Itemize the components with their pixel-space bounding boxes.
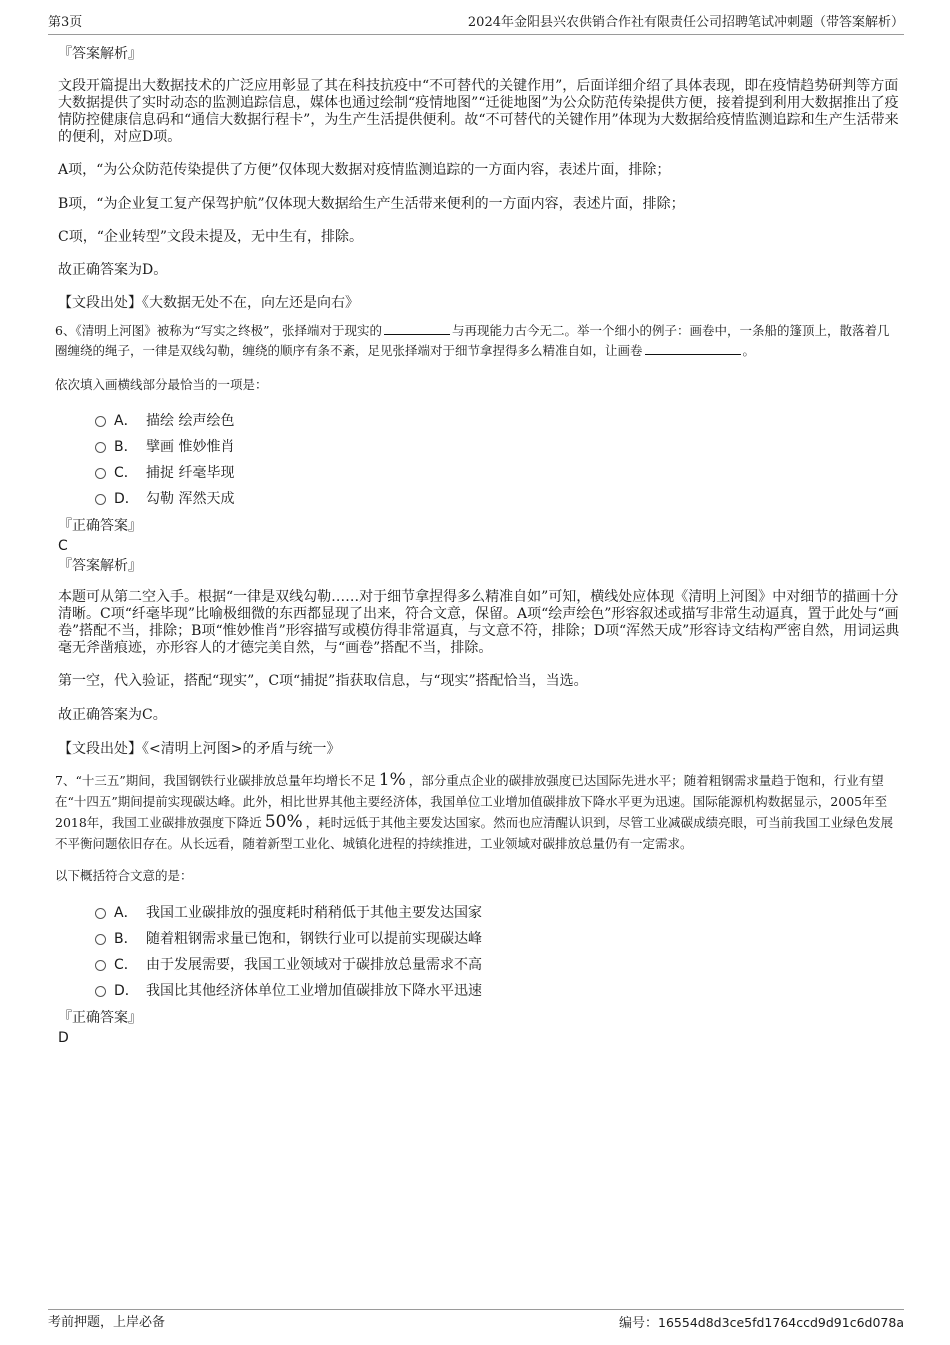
q5-analysis-label: 『答案解析』 xyxy=(58,46,142,62)
q6-option-d[interactable]: D． 勾勒 浑然天成 xyxy=(95,486,900,512)
footer-motto: 考前押题，上岸必备 xyxy=(48,1315,166,1330)
page-header xyxy=(48,14,904,35)
q5-conclusion: 故正确答案为D。 xyxy=(58,262,168,278)
q6-analysis-paragraph-2: 第一空，代入验证，搭配“现实”，C项“捕捉”指获取信息，与“现实”搭配恰当，当选。 xyxy=(58,673,588,689)
q6-source: 【文段出处】《<清明上河图>的矛盾与统一》 xyxy=(58,741,341,757)
q6-option-c[interactable]: C． 捕捉 纤毫毕现 xyxy=(95,460,900,486)
q7-answer-label: 『正确答案』 xyxy=(58,1010,142,1026)
q6-option-b[interactable]: B． 擘画 惟妙惟肖 xyxy=(95,434,900,460)
q6-instruction: 依次填入画横线部分最恰当的一项是： xyxy=(55,377,268,392)
q6-option-a[interactable]: A． 描绘 绘声绘色 xyxy=(95,408,900,434)
q5-analysis-option-a: A项，“为公众防范传染提供了方便”仅体现大数据对疫情监测追踪的一方面内容，表述片面，排除； xyxy=(58,162,671,178)
q7-option-c[interactable]: C． 由于发展需要，我国工业领域对于碳排放总量需求不高 xyxy=(95,952,900,978)
q6-options xyxy=(55,408,900,512)
q7-stem: 7、“十三五”期间，我国钢铁行业碳排放总量年均增长不足 1% ，部分重点企业的碳排放强度已达国际先进水平；随着粗钢需求量趋于饱和，行业有望在“十四五”期间提前实现碳达峰。此外，相比世界其他主要经济体，我国单位工业增加值碳排放下降水平更为迅速。国际能源机构数据显示，2005年至2018年，我国工业碳排放强度下降近 50% ，耗时远低于其他主要发达国家。然而也应清醒认识到，尽管工业减碳成绩亮眼，可当前我国工业绿色发展不平衡问题依旧存在。从长远看，随着新型工业化、城镇化进程的持续推进，工业领域对碳排放总量仍有一定需求。 xyxy=(55,770,894,851)
document-code: 16554d8d3ce5fd1764ccd9d91c6d078a xyxy=(658,1315,904,1330)
q7-percent-1: 1% xyxy=(378,770,406,790)
q5-analysis-option-b: B项，“为企业复工复产保驾护航”仅体现大数据给生产生活带来便利的一方面内容，表述片面，排除； xyxy=(58,196,685,212)
q7-option-a[interactable]: A． 我国工业碳排放的强度耗时稍稍低于其他主要发达国家 xyxy=(95,900,900,926)
q5-analysis-paragraph: 文段开篇提出大数据技术的广泛应用彰显了其在科技抗疫中“不可替代的关键作用”，后面详细介绍了具体表现，即在疫情趋势研判等方面大数据提供了实时动态的监测追踪信息，媒体也通过绘制“疫情地图”“迁徙地图”为公众防范传染提供方便，接着提到利用大数据推出了疫情防控健康信息码和“通信大数据行程卡”，为生产生活提供便利。故“不可替代的关键作用”体现为大数据给疫情监测追踪和生产生活带来的便利，对应D项。 xyxy=(58,78,899,145)
q6-conclusion: 故正确答案为C。 xyxy=(58,707,167,723)
q6-stem xyxy=(55,321,900,361)
radio-icon[interactable] xyxy=(95,468,106,479)
document-title: 2024年金阳县兴农供销合作社有限责任公司招聘笔试冲刺题（带答案解析） xyxy=(467,15,904,30)
q7-options xyxy=(55,900,900,1004)
footer-code: 编号：16554d8d3ce5fd1764ccd9d91c6d078a xyxy=(619,1315,904,1331)
q6-answer-label: 『正确答案』 xyxy=(58,518,142,534)
page-number: 第3页 xyxy=(48,15,83,30)
q6-analysis-label: 『答案解析』 xyxy=(58,558,142,574)
q6-stem-part1: 6、《清明上河图》被称为“写实之终极”，张择端对于现实的 xyxy=(55,323,382,338)
q6-stem-part3: 。 xyxy=(742,343,756,358)
q7-option-d[interactable]: D． 我国比其他经济体单位工业增加值碳排放下降水平迅速 xyxy=(95,978,900,1004)
q6-stem-part2: 与再现能力古今无二。举一个细小的例子：画卷中，一条船的篷顶上，散落着几圈缠绕的绳子，一律是双线勾勒，缠绕的顺序有条不紊，足见张择端对于细节拿捏得多么精准自如，让画卷 xyxy=(55,323,890,358)
q7-instruction: 以下概括符合文意的是： xyxy=(55,868,193,883)
page-content xyxy=(55,44,900,1048)
radio-icon[interactable] xyxy=(95,960,106,971)
radio-icon[interactable] xyxy=(95,986,106,997)
q5-source: 【文段出处】《大数据无处不在，向左还是向右》 xyxy=(58,295,359,311)
q6-analysis-paragraph: 本题可从第二空入手。根据“一律是双线勾勒……对于细节拿捏得多么精准自如”可知，横线处应体现《清明上河图》中对细节的描画十分清晰。C项“纤毫毕现”比喻极细微的东西都显现了出来，符合文意，保留。A项“绘声绘色”形容叙述或描写非常生动逼真，置于此处与“画卷”搭配不当，排除；B项“惟妙惟肖”形容描写或模仿得非常逼真，与文意不符，排除；D项“浑然天成”形容诗文结构严密自然，用词运典毫无斧凿痕迹，亦形容人的才德完美自然，与“画卷”搭配不当，排除。 xyxy=(58,589,900,656)
q7-percent-2: 50% xyxy=(264,812,303,832)
radio-icon[interactable] xyxy=(95,934,106,945)
page-footer xyxy=(48,1309,904,1334)
q6-answer: C xyxy=(58,538,68,554)
q6-blank-2 xyxy=(645,342,741,355)
q5-analysis-option-c: C项，“企业转型”文段未提及，无中生有，排除。 xyxy=(58,229,364,245)
radio-icon[interactable] xyxy=(95,494,106,505)
q6-blank-1 xyxy=(384,322,450,335)
q7-answer: D xyxy=(58,1030,69,1046)
radio-icon[interactable] xyxy=(95,442,106,453)
q7-option-b[interactable]: B． 随着粗钢需求量已饱和，钢铁行业可以提前实现碳达峰 xyxy=(95,926,900,952)
radio-icon[interactable] xyxy=(95,908,106,919)
radio-icon[interactable] xyxy=(95,416,106,427)
